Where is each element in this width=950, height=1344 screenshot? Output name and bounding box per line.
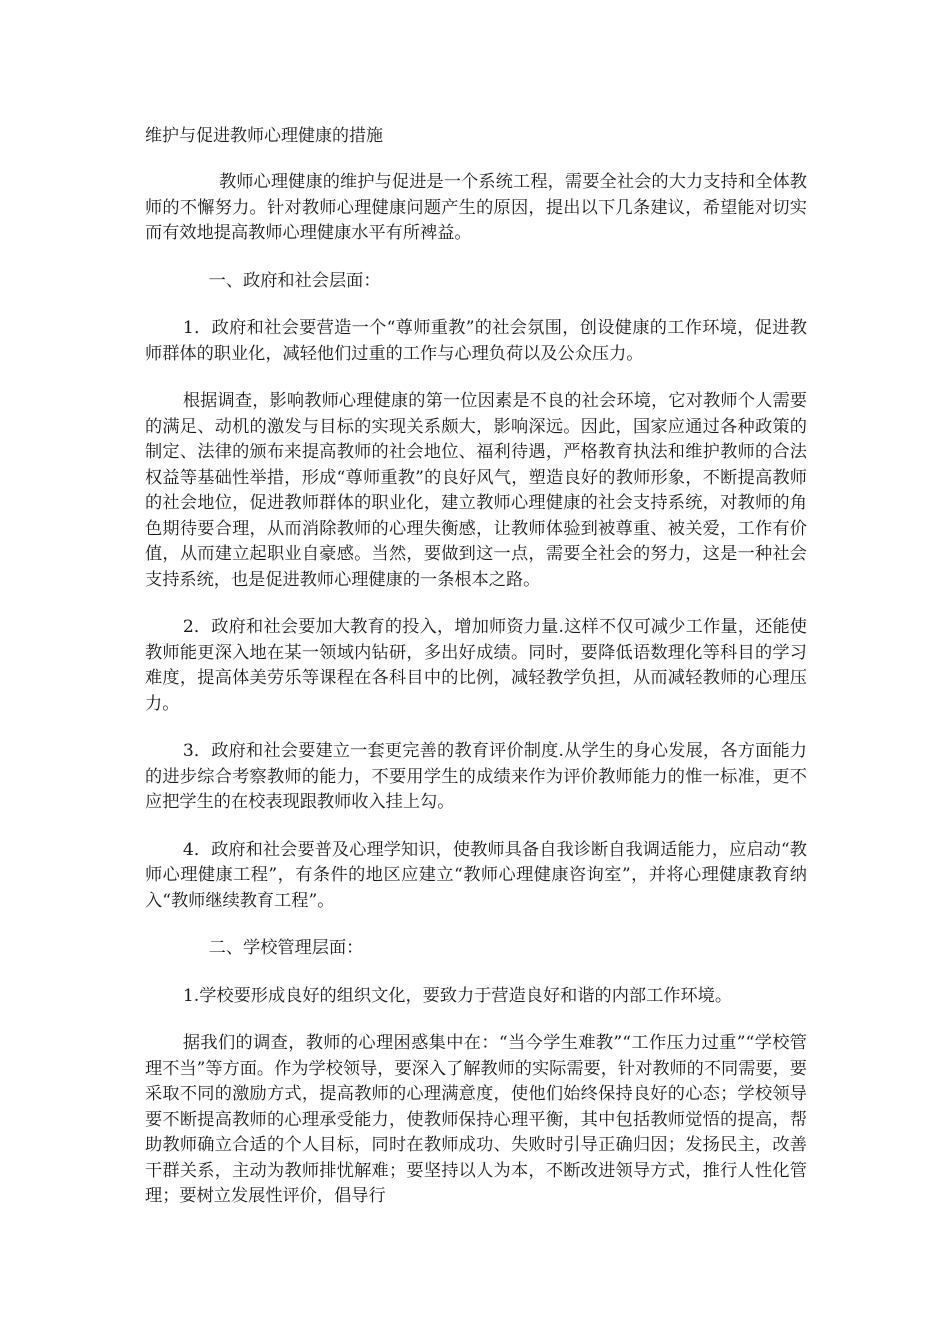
section-1-item-1-detail: 根据调查，影响教师心理健康的第一位因素是不良的社会环境，它对教师个人需要的满足、动机的激发与目标的实现关系颇大，影响深远。因此，国家应通过各种政策的制定、法律的颁布来提高教师的社会地位、福利待遇，严格教育执法和维护教师的合法权益等基础性举措，形成“尊师重教”的良好风气，塑造良好的教师形象，不断提高教师的社会地位，促进教师群体的职业化，建立教师心理健康的社会支持系统，对教师的角色期待要合理，从而消除教师的心理失衡感，让教师体验到被尊重、被关爱，工作有价值，从而建立起职业自豪感。当然，要做到这一点，需要全社会的努力，这是一种社会支持系统，也是促进教师心理健康的一条根本之路。 bbox=[145, 391, 807, 590]
section-2-item-1-detail: 据我们的调查，教师的心理困惑集中在：“当今学生难教”“工作压力过重”“学校管理不当”等方面。作为学校领导，要深入了解教师的实际需要，针对教师的不同需要，要采取不同的激励方式，提高教师的心理满意度，使他们始终保持良好的心态；学校领导要不断提高教师的心理承受能力，使教师保持心理平衡，其中包括教师觉悟的提高，帮助教师确立合适的个人目标，同时在教师成功、失败时引导正确归因；发扬民主，改善干群关系，主动为教师排忧解难；要坚持以人为本，不断改进领导方式，推行人性化管理；要树立发展性评价，倡导行 bbox=[145, 1033, 807, 1206]
section-1-item-1: 1．政府和社会要营造一个“尊师重教”的社会氛围，创设健康的工作环境，促进教师群体的职业化，减轻他们过重的工作与心理负荷以及公众压力。 bbox=[145, 318, 807, 364]
section-1-heading: 一、政府和社会层面： bbox=[208, 270, 381, 291]
section-1-item-2: 2．政府和社会要加大教育的投入，增加师资力量.这样不仅可减少工作量，还能使教师能更深入地在某一领域内钻研，多出好成绩。同时，要降低语数理化等科目的学习难度，提高体美劳乐等课程在各科目中的比例，减轻教学负担，从而减轻教师的心理压力。 bbox=[145, 617, 807, 714]
section-1-item-4: 4．政府和社会要普及心理学知识，使教师具备自我诊断自我调适能力，应启动“教师心理健康工程”，有条件的地区应建立“教师心理健康咨询室”，并将心理健康教育纳入“教师继续教育工程”。 bbox=[145, 839, 807, 911]
document-title: 维护与促进教师心理健康的措施 bbox=[145, 126, 383, 146]
section-1-item-3: 3．政府和社会要建立一套更完善的教育评价制度.从学生的身心发展，各方面能力的进步综合考察教师的能力，不要用学生的成绩来作为评价教师能力的惟一标准，更不应把学生的在校表现跟教师收入挂上勾。 bbox=[145, 741, 807, 812]
section-2-item-1: 1.学校要形成良好的组织文化，要致力于营造良好和谐的内部工作环境。 bbox=[182, 985, 733, 1006]
intro-paragraph: 教师心理健康的维护与促进是一个系统工程，需要全社会的大力支持和全体教师的不懈努力。针对教师心理健康问题产生的原因，提出以下几条建议，希望能对切实而有效地提高教师心理健康水平有所裨益。 bbox=[145, 172, 807, 243]
section-2-heading: 二、学校管理层面： bbox=[208, 938, 364, 958]
document-body bbox=[145, 170, 807, 1232]
